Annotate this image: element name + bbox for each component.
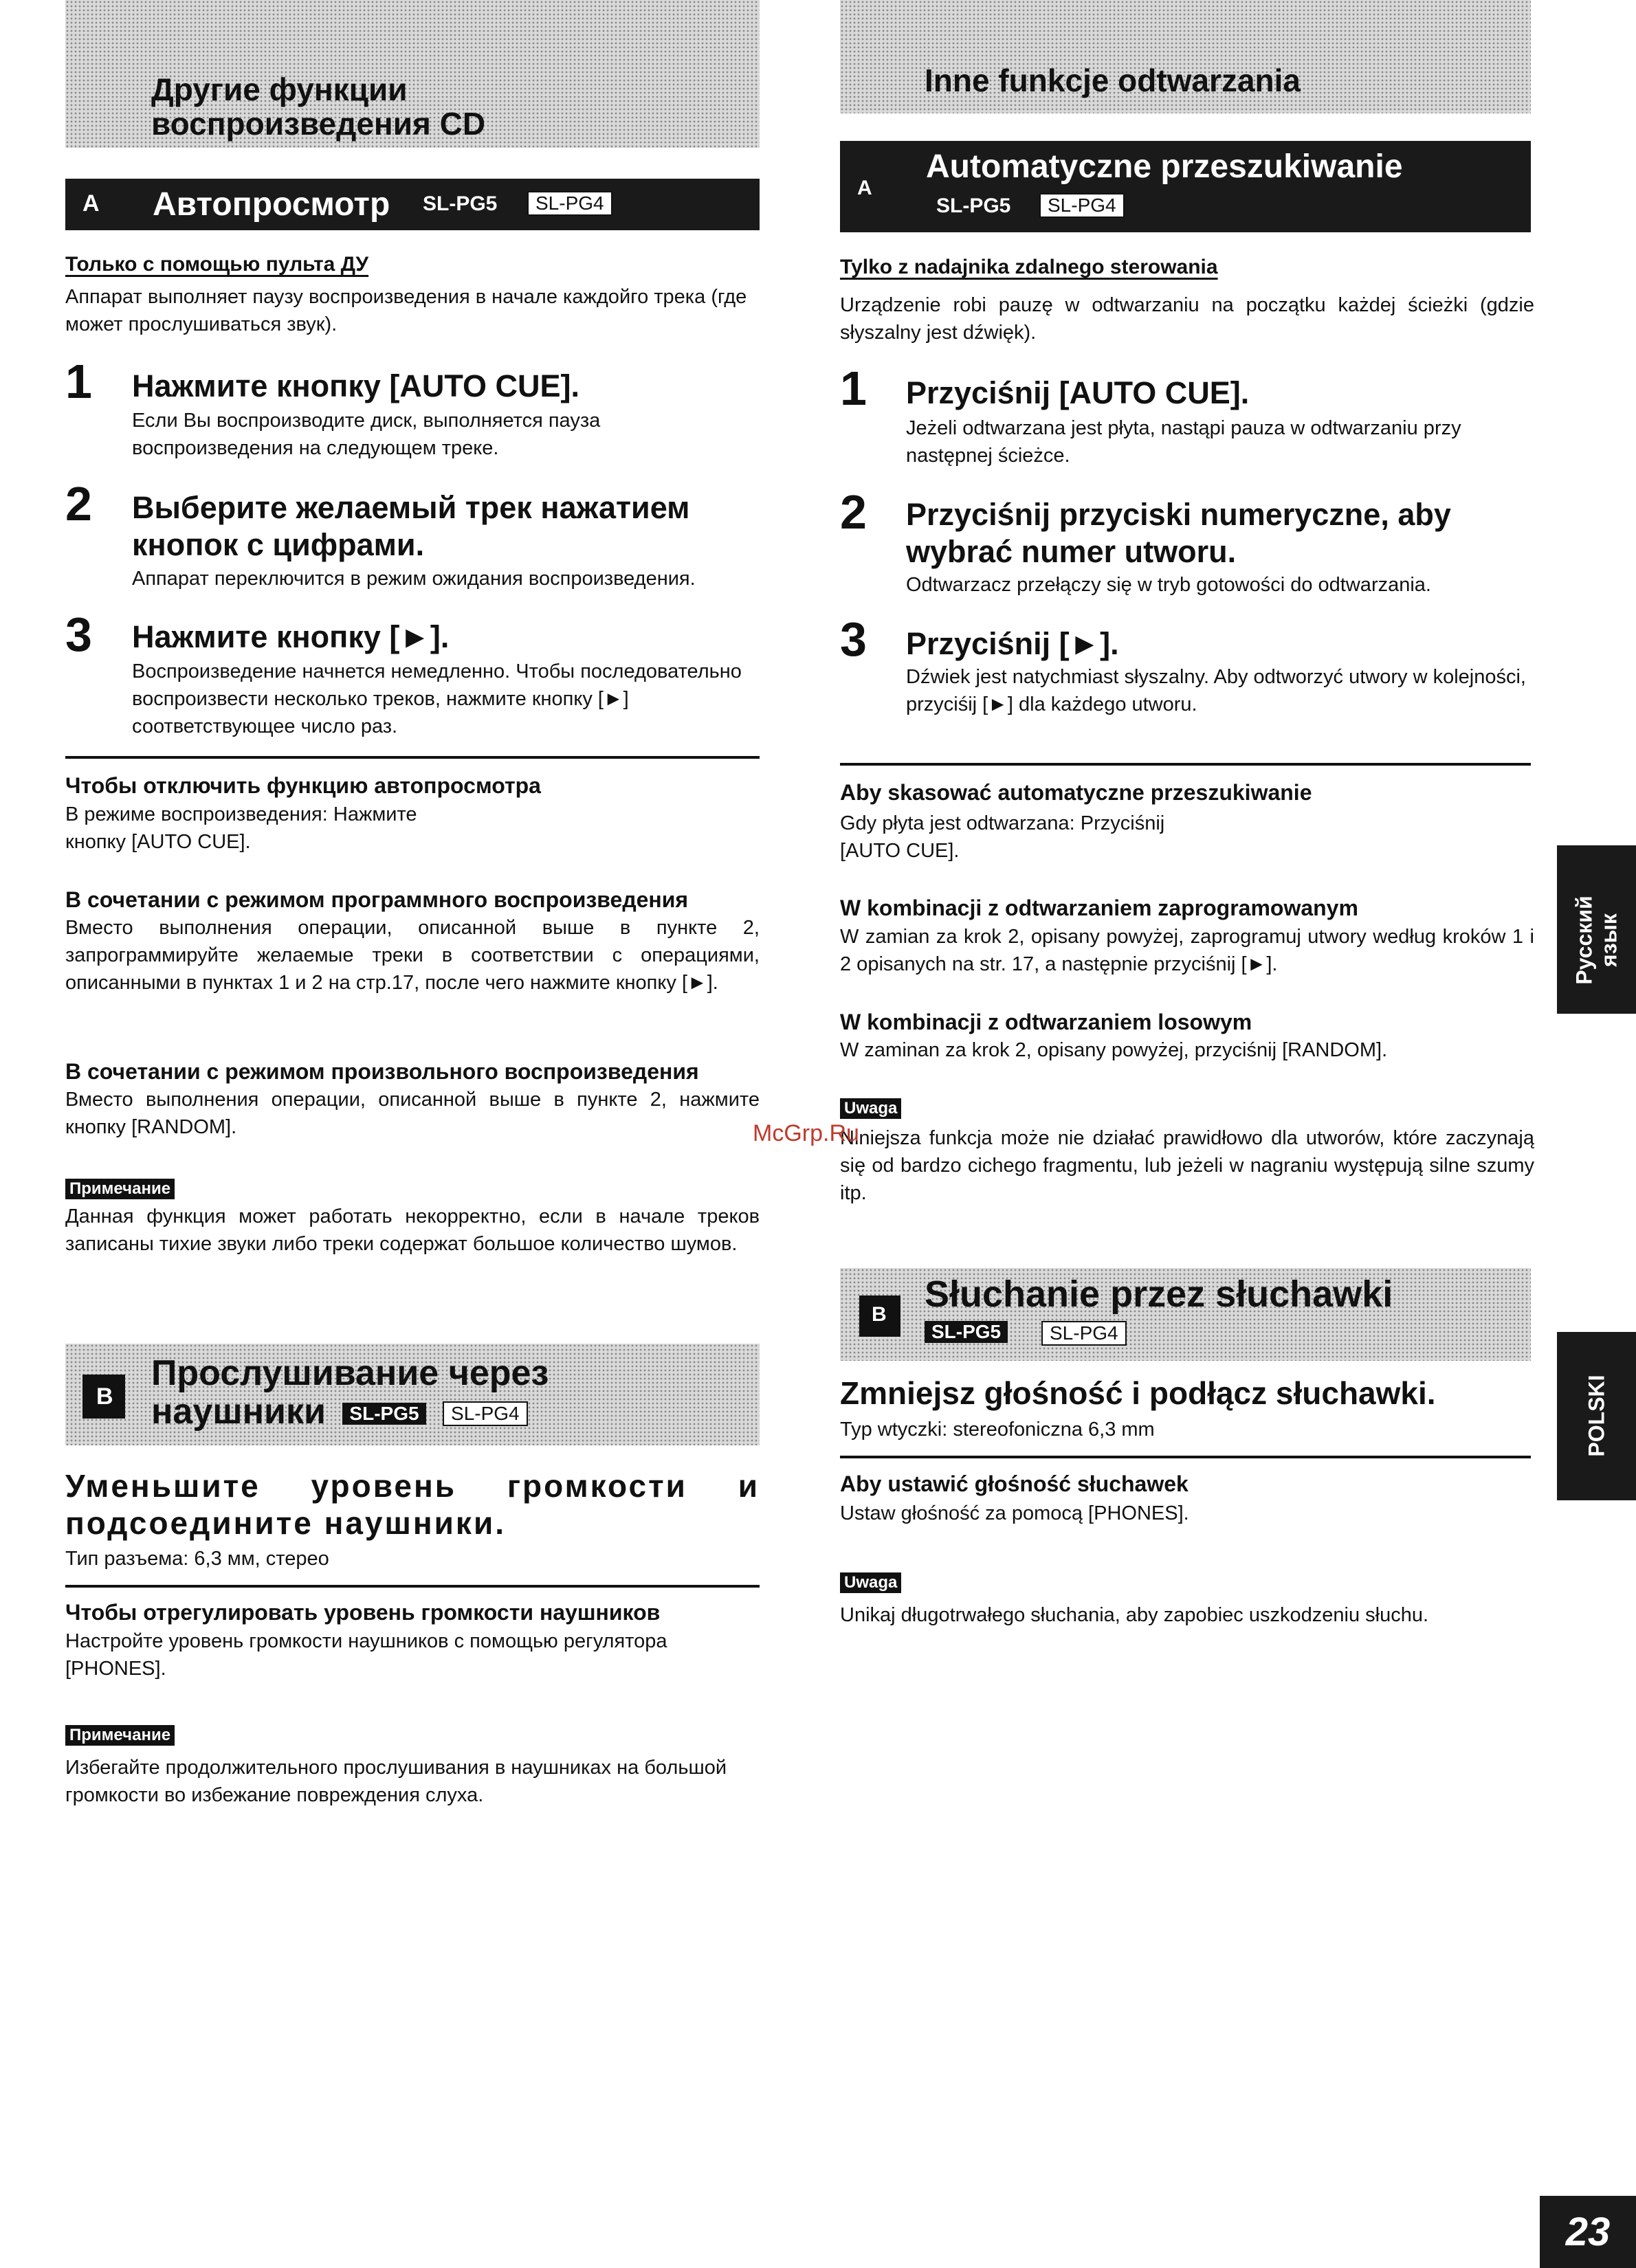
pl-headphones-instruction: Zmniejsz głośność i podłącz słuchawki. [840, 1375, 1436, 1411]
ru-program-body: Вместо выполнения операции, описанной выше в пункте 2, запрограммируйте желаемые треки в соответствии с операциями, описанными в пунктах 1 и 2 на стр.17, после чего нажмите кнопку [►]. [65, 917, 760, 994]
ru-section-a-model-2: SL-PG4 [527, 191, 612, 216]
pl-section-a-bar [840, 141, 1531, 232]
pl-step-1-body: Jeżeli odtwarzana jest płyta, nastąpi pauza w odtwarzaniu przy następnej ścieżce. [906, 417, 1461, 467]
pl-cancel-body: Gdy płyta jest odtwarzana: Przyciśnij [AUTO CUE]. [840, 812, 1165, 862]
pl-section-a-title: Automatyczne przeszukiwanie [926, 148, 1403, 185]
pl-section-a-model-1: SL-PG5 [936, 194, 1011, 217]
ru-step-1-body: Если Вы воспроизводите диск, выполняется пауза воспроизведения на следующем треке. [132, 410, 601, 459]
pl-step-1-number: 1 [840, 362, 867, 415]
ru-step-2-body: Аппарат переключится в режим ожидания воспроизведения. [132, 568, 696, 590]
ru-step-2-number: 2 [65, 477, 92, 531]
ru-section-b-model-1: SL-PG5 [342, 1403, 425, 1425]
ru-headphones-instruction: Уменьшите уровень громкости и подсоедините наушники. [65, 1468, 760, 1541]
pl-program-body: W zamian za krok 2, opisany powyżej, zaprogramuj utwory według kroków 1 i 2 opisanych na str. 17, a następnie przyciśnij [►]. [840, 926, 1534, 975]
pl-divider-2 [840, 1456, 1531, 1458]
ru-headphones-volume-body: Настройте уровень громкости наушников с помощью регулятора [PHONES]. [65, 1630, 667, 1680]
pl-section-b-model-1: SL-PG5 [925, 1321, 1008, 1343]
pl-note-tag-2: Uwaga [840, 1572, 901, 1593]
ru-section-a-bar [65, 179, 760, 230]
ru-program-heading: В сочетании с режимом программного воспроизведения [65, 887, 689, 912]
ru-divider-1 [65, 756, 760, 759]
pl-random-body: W zaminan za krok 2, opisany powyżej, przyciśnij [RANDOM]. [840, 1039, 1388, 1061]
pl-step-3-title: Przyciśnij [►]. [906, 626, 1119, 661]
pl-headphones-type: Typ wtyczki: stereofoniczna 6,3 mm [840, 1419, 1155, 1441]
side-tab-russian: Русский язык [1557, 845, 1636, 1014]
pl-section-b-letter: B [872, 1303, 887, 1326]
ru-section-b-title: Прослушивание через наушники SL-PG5 SL-PG4 [151, 1353, 549, 1432]
pl-section-b-title: Słuchanie przez słuchawki [925, 1274, 1393, 1315]
ru-headphones-type: Тип разъема: 6,3 мм, стерео [65, 1548, 329, 1570]
pl-program-heading: W kombinacji z odtwarzaniem zaprogramowanym [840, 896, 1358, 920]
pl-headphones-volume-body: Ustaw głośność za pomocą [PHONES]. [840, 1502, 1189, 1524]
ru-section-a-title: Автопросмотр [153, 186, 390, 223]
ru-note-tag-2: Примечание [65, 1725, 175, 1746]
pl-step-2-number: 2 [840, 485, 867, 539]
ru-remote-only: Только с помощью пульта ДУ [65, 253, 369, 276]
pl-headphones-volume-heading: Aby ustawić głośność słuchawek [840, 1471, 1189, 1496]
ru-intro: Аппарат выполняет паузу воспроизведения в начале каждойго трека (где может прослушиваться звук). [65, 286, 747, 335]
ru-random-heading: В сочетании с режимом произвольного воспроизведения [65, 1059, 699, 1084]
pl-random-heading: W kombinacji z odtwarzaniem losowym [840, 1010, 1252, 1034]
ru-step-2-title: Выберите желаемый трек нажатием кнопок с цифрами. [132, 490, 690, 562]
ru-headphones-volume-heading: Чтобы отрегулировать уровень громкости наушников [65, 1600, 661, 1625]
ru-note-2: Избегайте продолжительного прослушивания в наушниках на большой громкости во избежание повреждения слуха. [65, 1757, 727, 1806]
pl-divider-1 [840, 763, 1531, 766]
pl-note-tag-1: Uwaga [840, 1098, 901, 1119]
ru-cancel-heading: Чтобы отключить функцию автопросмотра [65, 773, 541, 798]
ru-note-1: Данная функция может работать некорректно, если в начале треков записаны тихие звуки либо треки содержат большое количество шумов. [65, 1205, 760, 1255]
pl-section-b-model-2: SL-PG4 [1041, 1321, 1127, 1346]
pl-step-2-body: Odtwarzacz przełączy się w tryb gotowości do odtwarzania. [906, 574, 1431, 596]
pl-step-1-title: Przyciśnij [AUTO CUE]. [906, 375, 1250, 410]
ru-section-b-letter: B [96, 1383, 113, 1410]
ru-random-body: Вместо выполнения операции, описанной выше в пункте 2, нажмите кнопку [RANDOM]. [65, 1089, 760, 1138]
ru-step-1-title: Нажмите кнопку [AUTO CUE]. [132, 368, 580, 403]
pl-cancel-heading: Aby skasować automatyczne przeszukiwanie [840, 780, 1312, 805]
pl-remote-only: Tylko z nadajnika zdalnego sterowania [840, 256, 1218, 278]
side-tab-polski: POLSKI [1557, 1332, 1636, 1500]
pl-section-a-model-2: SL-PG4 [1039, 193, 1125, 218]
ru-section-a-model-1: SL-PG5 [423, 192, 498, 215]
ru-section-b-model-2: SL-PG4 [443, 1401, 528, 1426]
ru-header-title: Другие функции воспроизведения CD [151, 71, 486, 142]
pl-section-a-letter: A [857, 177, 872, 199]
ru-section-a-letter: A [82, 190, 100, 216]
ru-cancel-body: В режиме воспроизведения: Нажмите кнопку [AUTO CUE]. [65, 803, 417, 853]
watermark: McGrp.Ru [753, 1120, 859, 1146]
pl-step-2-title: Przyciśnij przyciski numeryczne, aby wybrać numer utworu. [906, 497, 1451, 569]
pl-header-title: Inne funkcje odtwarzania [925, 63, 1301, 98]
ru-step-3-title: Нажмите кнопку [►]. [132, 619, 450, 654]
pl-note-2: Unikaj długotrwałego słuchania, aby zapobiec uszkodzeniu słuchu. [840, 1604, 1429, 1626]
pl-note-1: Niniejsza funkcja może nie działać prawidłowo dla utworów, które zaczynają się od bardzo cichego fragmentu, lub jeżeli w nagraniu występują silne szumy itp. [840, 1127, 1534, 1204]
ru-step-1-number: 1 [65, 355, 92, 408]
ru-step-3-body: Воспроизведение начнется немедленно. Чтобы последовательно воспроизвести несколько треков, нажмите кнопку [►] соответствующее число раз. [132, 660, 742, 737]
ru-step-3-number: 3 [65, 608, 92, 661]
ru-note-tag-1: Примечание [65, 1179, 175, 1199]
ru-divider-2 [65, 1585, 760, 1588]
page-number: 23 [1540, 2196, 1636, 2268]
pl-intro: Urządzenie robi pauzę w odtwarzaniu na początku każdej ścieżki (gdzie słyszalny jest dźwięk). [840, 294, 1534, 344]
pl-step-3-number: 3 [840, 612, 867, 666]
pl-step-3-body: Dźwiek jest natychmiast słyszalny. Aby odtworzyć utwory w kolejności, przyciśij [►] dla każdego utworu. [906, 666, 1526, 715]
